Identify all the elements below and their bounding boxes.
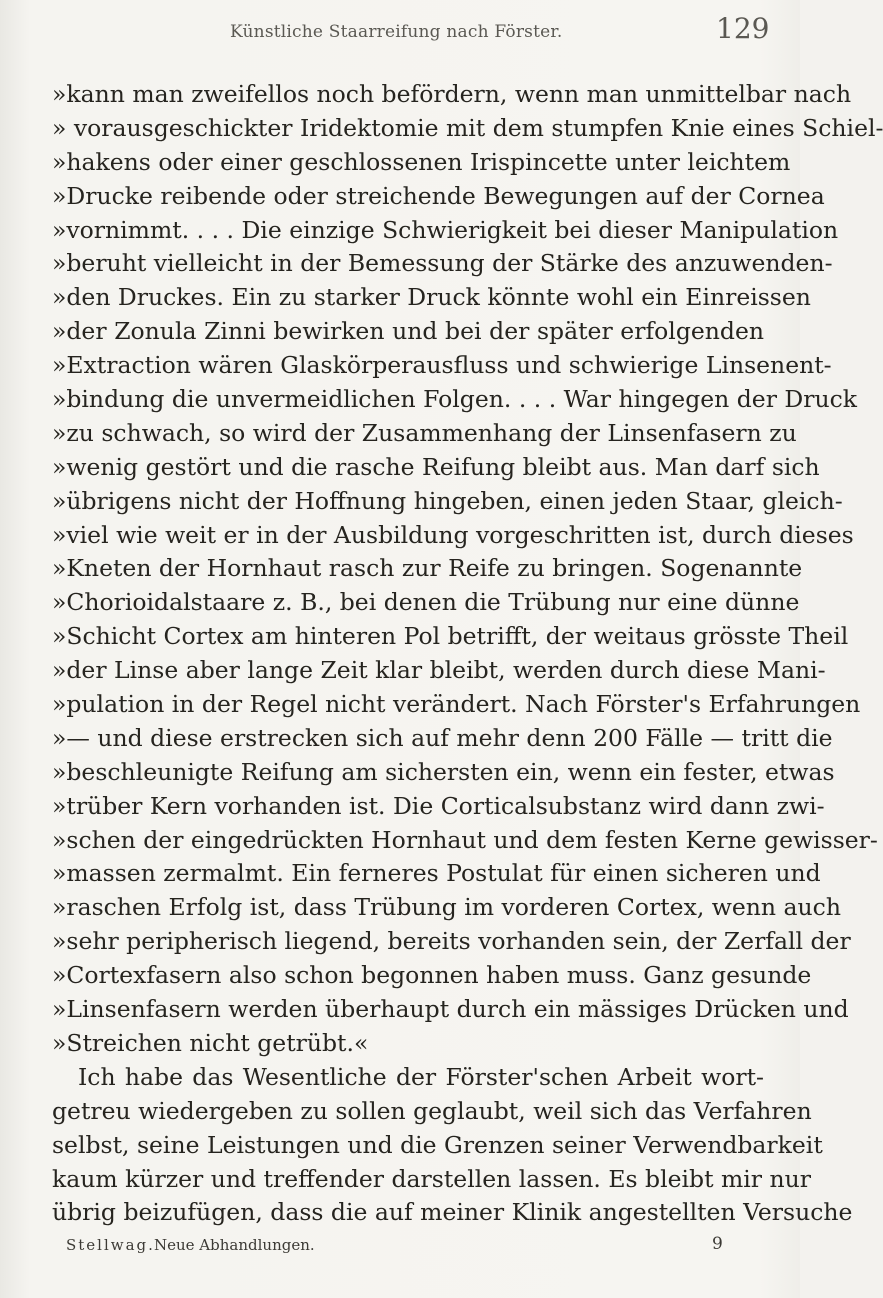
text-line: »wenig gestört und die rasche Reifung bleibt aus. Man darf sich xyxy=(52,452,820,481)
text-line: »Kneten der Hornhaut rasch zur Reife zu bringen. Sogenannte xyxy=(52,554,803,583)
text-line: »beschleunigte Reifung am sichersten ein, wenn ein fester, etwas xyxy=(52,757,835,786)
page-header xyxy=(0,12,800,52)
text-line: »zu schwach, so wird der Zusammenhang der Linsenfasern zu xyxy=(52,418,797,447)
text-line: »Cortexfasern also schon begonnen haben muss. Ganz gesunde xyxy=(52,961,812,990)
text-line: »der Zonula Zinni bewirken und bei der später erfolgenden xyxy=(52,317,764,346)
text-line: »massen zermalmt. Ein ferneres Postulat für einen sicheren und xyxy=(52,859,821,888)
text-line: kaum kürzer und treffender darstellen lassen. Es bleibt mir nur xyxy=(52,1164,811,1193)
text-line: getreu wiedergeben zu sollen geglaubt, weil sich das Verfahren xyxy=(52,1096,812,1125)
text-line: »beruht vielleicht in der Bemessung der Stärke des anzuwenden- xyxy=(52,249,833,278)
running-title: Künstliche Staarreifung nach Förster. xyxy=(230,22,563,42)
text-line: »sehr peripherisch liegend, bereits vorhanden sein, der Zerfall der xyxy=(52,927,851,956)
text-line: »Linsenfasern werden überhaupt durch ein mässiges Drücken und xyxy=(52,995,849,1024)
text-line: » vorausgeschickter Iridektomie mit dem stumpfen Knie eines Schiel- xyxy=(52,113,883,142)
text-line: »vornimmt. . . . Die einzige Schwierigkeit bei dieser Manipulation xyxy=(52,215,839,244)
footer-series-title: Neue Abhandlungen. xyxy=(154,1236,315,1254)
text-line: »schen der eingedrückten Hornhaut und dem festen Kerne gewisser- xyxy=(52,825,878,854)
text-line: »Schicht Cortex am hinteren Pol betrifft, der weitaus grösste Theil xyxy=(52,622,849,651)
page-number: 129 xyxy=(716,12,770,45)
text-line: »bindung die unvermeidlichen Folgen. . . . War hingegen der Druck xyxy=(52,385,858,414)
text-line: »— und diese erstrecken sich auf mehr denn 200 Fälle — tritt die xyxy=(52,723,833,752)
text-line: »pulation in der Regel nicht verändert. Nach Förster's Erfahrungen xyxy=(52,690,861,719)
text-line: »trüber Kern vorhanden ist. Die Corticalsubstanz wird dann zwi- xyxy=(52,791,825,820)
text-line: »viel wie weit er in der Ausbildung vorgeschritten ist, durch dieses xyxy=(52,520,854,549)
text-line: »hakens oder einer geschlossenen Irispincette unter leichtem xyxy=(52,147,791,176)
text-line: »Chorioidalstaare z. B., bei denen die Trübung nur eine dünne xyxy=(52,588,800,617)
quoted-paragraph xyxy=(52,78,883,1061)
text-line: »der Linse aber lange Zeit klar bleibt, werden durch diese Mani- xyxy=(52,656,826,685)
text-line: Ich habe das Wesentliche der Förster'schen Arbeit wort- xyxy=(78,1062,764,1091)
text-line: »Extraction wären Glaskörperausfluss und schwierige Linsenent- xyxy=(52,351,832,380)
text-line: »kann man zweifellos noch befördern, wenn man unmittelbar nach xyxy=(52,80,852,108)
footer-author: Stellwag. xyxy=(66,1236,155,1254)
text-line: »Streichen nicht getrübt.« xyxy=(52,1028,369,1057)
text-line: selbst, seine Leistungen und die Grenzen seiner Verwendbarkeit xyxy=(52,1130,823,1159)
text-line: »raschen Erfolg ist, dass Trübung im vorderen Cortex, wenn auch xyxy=(52,893,841,922)
body-text xyxy=(52,78,883,1230)
author-paragraph xyxy=(52,1061,853,1230)
text-line: »Drucke reibende oder streichende Bewegungen auf der Cornea xyxy=(52,181,825,210)
signature-mark: 9 xyxy=(712,1234,723,1254)
page-footer xyxy=(52,1236,764,1260)
text-line: »übrigens nicht der Hoffnung hingeben, einen jeden Staar, gleich- xyxy=(52,486,843,515)
text-line: übrig beizufügen, dass die auf meiner Klinik angestellten Versuche xyxy=(52,1198,853,1227)
text-line: »den Druckes. Ein zu starker Druck könnte wohl ein Einreissen xyxy=(52,283,811,312)
